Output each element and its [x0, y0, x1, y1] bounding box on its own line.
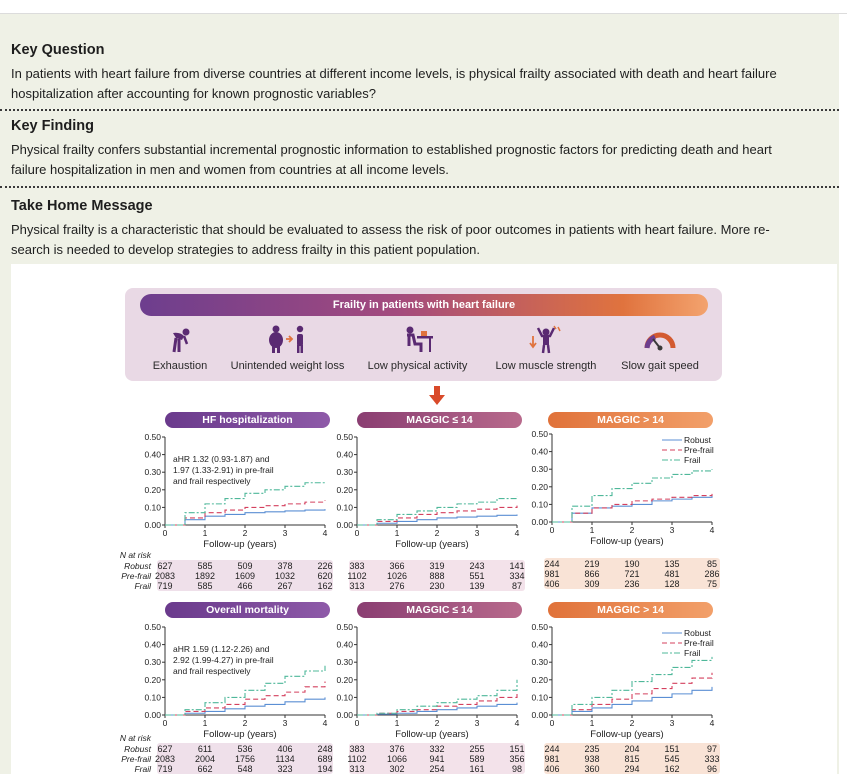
risk-count: 286 [704, 569, 720, 579]
y-tick-label: 0.00 [336, 710, 353, 720]
y-tick-label: 0.50 [336, 432, 353, 442]
series-line-robust [552, 687, 712, 715]
x-tick-label: 1 [589, 718, 595, 728]
series-line-frail [552, 469, 712, 522]
y-tick-label: 0.40 [336, 639, 353, 650]
x-tick-label: 0 [162, 528, 168, 538]
x-tick-label: 1 [394, 718, 400, 728]
category-label: Low muscle strength [495, 360, 597, 372]
x-tick-label: 4 [322, 528, 328, 538]
x-axis-label: Follow-up (years) [590, 536, 664, 547]
x-tick-label: 0 [162, 718, 168, 728]
risk-count: 87 [511, 581, 522, 591]
x-tick-label: 4 [322, 718, 328, 728]
risk-group-label: Pre-frail [121, 754, 151, 764]
y-tick-label: 0.40 [531, 446, 548, 457]
y-tick-label: 0.00 [531, 710, 548, 720]
risk-count: 96 [706, 764, 717, 774]
hr-annotation: and frail respectively [173, 666, 251, 676]
risk-count: 334 [509, 571, 525, 581]
x-axis-label: Follow-up (years) [203, 729, 277, 740]
series-line-prefrail [552, 494, 712, 522]
risk-count: 366 [389, 561, 405, 571]
x-tick-label: 2 [629, 718, 635, 728]
km-plot [135, 622, 335, 753]
x-tick-label: 1 [394, 528, 400, 538]
y-tick-label: 0.00 [144, 710, 161, 720]
risk-group-label: Pre-frail [121, 571, 151, 581]
y-tick-label: 0.30 [531, 657, 548, 668]
take-home-section [11, 198, 829, 260]
risk-count: 204 [624, 744, 640, 754]
risk-count: 85 [706, 559, 717, 569]
risk-count: 226 [317, 561, 333, 571]
category-gait-speed [615, 324, 705, 372]
risk-count: 383 [349, 561, 365, 571]
risk-count: 1102 [347, 754, 367, 764]
risk-count: 243 [469, 561, 485, 571]
risk-count: 378 [277, 561, 293, 571]
category-label: Unintended weight loss [230, 360, 345, 372]
down-arrow-icon [427, 386, 447, 406]
n-at-risk-label: N at risk [119, 733, 151, 743]
x-axis-label: Follow-up (years) [395, 729, 469, 740]
km-plot [327, 432, 527, 563]
y-tick-label: 0.20 [531, 674, 548, 685]
legend-label: Frail [684, 648, 701, 658]
risk-count: 302 [389, 764, 405, 774]
hr-annotation: aHR 1.32 (0.93-1.87) and [173, 454, 270, 464]
x-tick-label: 3 [282, 718, 288, 728]
y-tick-label: 0.50 [531, 429, 548, 439]
y-tick-label: 0.30 [144, 467, 161, 478]
x-tick-label: 0 [354, 718, 360, 728]
risk-count: 406 [544, 579, 560, 589]
category-weight-loss [225, 324, 350, 372]
take-home-heading: Take Home Message [11, 198, 153, 214]
y-tick-label: 0.10 [336, 502, 353, 513]
y-tick-label: 0.30 [531, 464, 548, 475]
x-tick-label: 2 [629, 525, 635, 535]
risk-count: 866 [584, 569, 600, 579]
risk-count: 161 [469, 764, 485, 774]
risk-count: 662 [197, 764, 213, 774]
y-tick-label: 0.30 [336, 657, 353, 668]
risk-group-label: Frail [134, 764, 151, 774]
x-tick-label: 4 [514, 718, 520, 728]
category-muscle-strength [487, 324, 605, 372]
y-tick-label: 0.50 [144, 432, 161, 442]
y-tick-label: 0.40 [531, 639, 548, 650]
risk-count: 585 [197, 581, 213, 591]
take-home-line-2: search is needed to develop strategies to address frailty in this patient population. [11, 242, 481, 257]
risk-count: 627 [157, 744, 173, 754]
panel-title: MAGGIC > 14 [548, 602, 713, 618]
y-tick-label: 0.30 [144, 657, 161, 668]
key-finding-heading: Key Finding [11, 118, 94, 134]
risk-count: 323 [277, 764, 293, 774]
legend-label: Pre-frail [684, 638, 714, 648]
category-exhaustion [140, 324, 220, 372]
y-tick-label: 0.40 [144, 639, 161, 650]
risk-count: 162 [317, 581, 333, 591]
risk-count: 162 [664, 764, 680, 774]
y-tick-label: 0.40 [144, 449, 161, 460]
risk-count: 719 [157, 581, 173, 591]
risk-count: 98 [511, 764, 522, 774]
risk-count: 360 [584, 764, 600, 774]
y-tick-label: 0.00 [144, 520, 161, 530]
risk-count: 1892 [194, 571, 216, 581]
risk-group-label: Robust [124, 744, 151, 754]
risk-count: 406 [544, 764, 560, 774]
series-line-frail [357, 497, 517, 525]
risk-count: 938 [584, 754, 600, 764]
risk-count: 941 [429, 754, 445, 764]
risk-count: 276 [389, 581, 405, 591]
risk-count: 267 [277, 581, 293, 591]
x-axis-label: Follow-up (years) [590, 729, 664, 740]
risk-count: 1066 [386, 754, 408, 764]
risk-count: 1032 [274, 571, 296, 581]
risk-count: 627 [157, 561, 173, 571]
x-tick-label: 3 [474, 528, 480, 538]
category-label: Slow gait speed [621, 360, 699, 372]
risk-count: 333 [704, 754, 720, 764]
risk-count: 815 [624, 754, 640, 764]
y-tick-label: 0.30 [336, 467, 353, 478]
panel-title: MAGGIC ≤ 14 [357, 602, 522, 618]
risk-count: 383 [349, 744, 365, 754]
risk-count: 536 [237, 744, 253, 754]
risk-count: 481 [664, 569, 680, 579]
x-tick-label: 3 [474, 718, 480, 728]
risk-count: 1026 [386, 571, 408, 581]
risk-count: 719 [157, 764, 173, 774]
risk-count: 294 [624, 764, 640, 774]
legend-label: Robust [684, 628, 711, 638]
risk-count: 230 [429, 581, 445, 591]
risk-count: 1102 [347, 571, 367, 581]
speedometer-icon [643, 324, 677, 354]
risk-count: 309 [584, 579, 600, 589]
risk-count: 313 [349, 581, 365, 591]
y-tick-label: 0.10 [144, 502, 161, 513]
weight-loss-icon [266, 324, 310, 354]
risk-count: 236 [624, 579, 640, 589]
risk-count: 1756 [234, 754, 256, 764]
category-label: Low physical activity [367, 360, 468, 372]
legend-label: Frail [684, 455, 701, 465]
x-tick-label: 1 [589, 525, 595, 535]
risk-count: 219 [584, 559, 600, 569]
key-question-line-2: hospitalization after accounting for known prognostic variables? [11, 86, 376, 101]
x-tick-label: 3 [669, 525, 675, 535]
x-tick-label: 2 [434, 528, 440, 538]
km-plot [135, 432, 335, 563]
risk-count: 406 [277, 744, 293, 754]
series-line-frail [552, 657, 712, 715]
risk-count: 620 [317, 571, 333, 581]
risk-count: 981 [544, 569, 560, 579]
hr-annotation: aHR 1.59 (1.12-2.26) and [173, 644, 270, 654]
x-tick-label: 2 [434, 718, 440, 728]
risk-count: 981 [544, 754, 560, 764]
y-tick-label: 0.20 [336, 674, 353, 685]
x-tick-label: 1 [202, 528, 208, 538]
risk-count: 466 [237, 581, 253, 591]
risk-count: 2083 [154, 571, 176, 581]
y-tick-label: 0.10 [144, 692, 161, 703]
x-axis-label: Follow-up (years) [395, 539, 469, 550]
weak-muscle-icon [529, 324, 563, 354]
y-tick-label: 0.50 [336, 622, 353, 632]
risk-count: 75 [706, 579, 717, 589]
y-tick-label: 0.00 [531, 517, 548, 527]
km-plot [522, 429, 722, 560]
x-tick-label: 2 [242, 718, 248, 728]
km-plot [327, 622, 527, 753]
series-line-robust [552, 496, 712, 522]
risk-count: 151 [664, 744, 680, 754]
panel-title: MAGGIC > 14 [548, 412, 713, 428]
y-tick-label: 0.20 [531, 481, 548, 492]
exhaustion-icon [165, 324, 195, 354]
risk-count: 190 [624, 559, 640, 569]
risk-count: 128 [664, 579, 680, 589]
x-tick-label: 0 [549, 718, 555, 728]
risk-count: 248 [317, 744, 333, 754]
risk-count: 319 [429, 561, 445, 571]
x-tick-label: 3 [282, 528, 288, 538]
risk-count: 2083 [154, 754, 176, 764]
risk-count: 244 [544, 559, 560, 569]
risk-count: 721 [624, 569, 640, 579]
series-line-frail [165, 481, 325, 525]
risk-count: 139 [469, 581, 485, 591]
risk-count: 141 [509, 561, 525, 571]
risk-count: 254 [429, 764, 445, 774]
risk-group-label: Frail [134, 581, 151, 591]
banner-title: Frailty in patients with heart failure [140, 294, 708, 316]
divider [0, 109, 839, 111]
risk-count: 244 [544, 744, 560, 754]
x-tick-label: 2 [242, 528, 248, 538]
risk-count: 356 [509, 754, 525, 764]
risk-count: 551 [469, 571, 485, 581]
y-tick-label: 0.50 [144, 622, 161, 632]
km-plot [522, 622, 722, 753]
risk-count: 545 [664, 754, 680, 764]
risk-count: 1609 [234, 571, 256, 581]
risk-count: 611 [197, 744, 213, 754]
x-tick-label: 0 [549, 525, 555, 535]
key-finding-line-2: failure hospitalization in men and women from countries at all income levels. [11, 162, 449, 177]
risk-count: 1134 [275, 754, 295, 764]
key-finding-section [11, 118, 829, 180]
y-tick-label: 0.10 [336, 692, 353, 703]
risk-count: 255 [469, 744, 485, 754]
y-tick-label: 0.10 [531, 499, 548, 510]
panel-title: Overall mortality [165, 602, 330, 618]
y-tick-label: 0.50 [531, 622, 548, 632]
risk-count: 235 [584, 744, 600, 754]
key-question-heading: Key Question [11, 42, 105, 58]
n-at-risk-label: N at risk [119, 550, 151, 560]
series-line-robust [165, 697, 325, 715]
x-axis-label: Follow-up (years) [203, 539, 277, 550]
key-finding-line-1: Physical frailty confers substantial incremental prognostic information to established prognostic factors for predicting death and heart [11, 142, 772, 157]
x-tick-label: 1 [202, 718, 208, 728]
risk-count: 332 [429, 744, 445, 754]
category-label: Exhaustion [152, 360, 208, 372]
key-question-line-1: In patients with heart failure from diverse countries at different income levels, is physical frailty associated with death and heart failure [11, 66, 777, 81]
risk-count: 313 [349, 764, 365, 774]
risk-count: 548 [237, 764, 253, 774]
risk-count: 689 [317, 754, 333, 764]
risk-count: 135 [664, 559, 680, 569]
hr-annotation: and frail respectively [173, 476, 251, 486]
x-tick-label: 4 [709, 525, 715, 535]
risk-count: 97 [706, 744, 717, 754]
risk-count: 585 [197, 561, 213, 571]
x-tick-label: 3 [669, 718, 675, 728]
hr-annotation: 2.92 (1.99-4.27) in pre-frail [173, 655, 274, 665]
top-strip [0, 0, 847, 14]
y-tick-label: 0.40 [336, 449, 353, 460]
key-question-section [11, 42, 829, 104]
panel-title: HF hospitalization [165, 412, 330, 428]
risk-count: 376 [389, 744, 405, 754]
y-tick-label: 0.20 [144, 674, 161, 685]
legend-label: Robust [684, 435, 711, 445]
risk-group-label: Robust [124, 561, 151, 571]
risk-count: 151 [509, 744, 525, 754]
panel-title: MAGGIC ≤ 14 [357, 412, 522, 428]
category-physical-activity [360, 324, 475, 372]
desk-sitting-icon [401, 324, 435, 354]
x-tick-label: 4 [514, 528, 520, 538]
x-tick-label: 0 [354, 528, 360, 538]
y-tick-label: 0.10 [531, 692, 548, 703]
risk-count: 888 [429, 571, 445, 581]
y-tick-label: 0.20 [336, 484, 353, 495]
risk-count: 2004 [194, 754, 216, 764]
hr-annotation: 1.97 (1.33-2.91) in pre-frail [173, 465, 274, 475]
legend-label: Pre-frail [684, 445, 714, 455]
divider [0, 186, 839, 188]
risk-count: 509 [237, 561, 253, 571]
y-tick-label: 0.00 [336, 520, 353, 530]
take-home-line-1: Physical frailty is a characteristic that should be evaluated to assess the risk of poor outcomes in patients with heart failure. More re- [11, 222, 770, 237]
risk-count: 194 [317, 764, 333, 774]
series-line-robust [165, 509, 325, 525]
y-tick-label: 0.20 [144, 484, 161, 495]
risk-count: 589 [469, 754, 485, 764]
x-tick-label: 4 [709, 718, 715, 728]
